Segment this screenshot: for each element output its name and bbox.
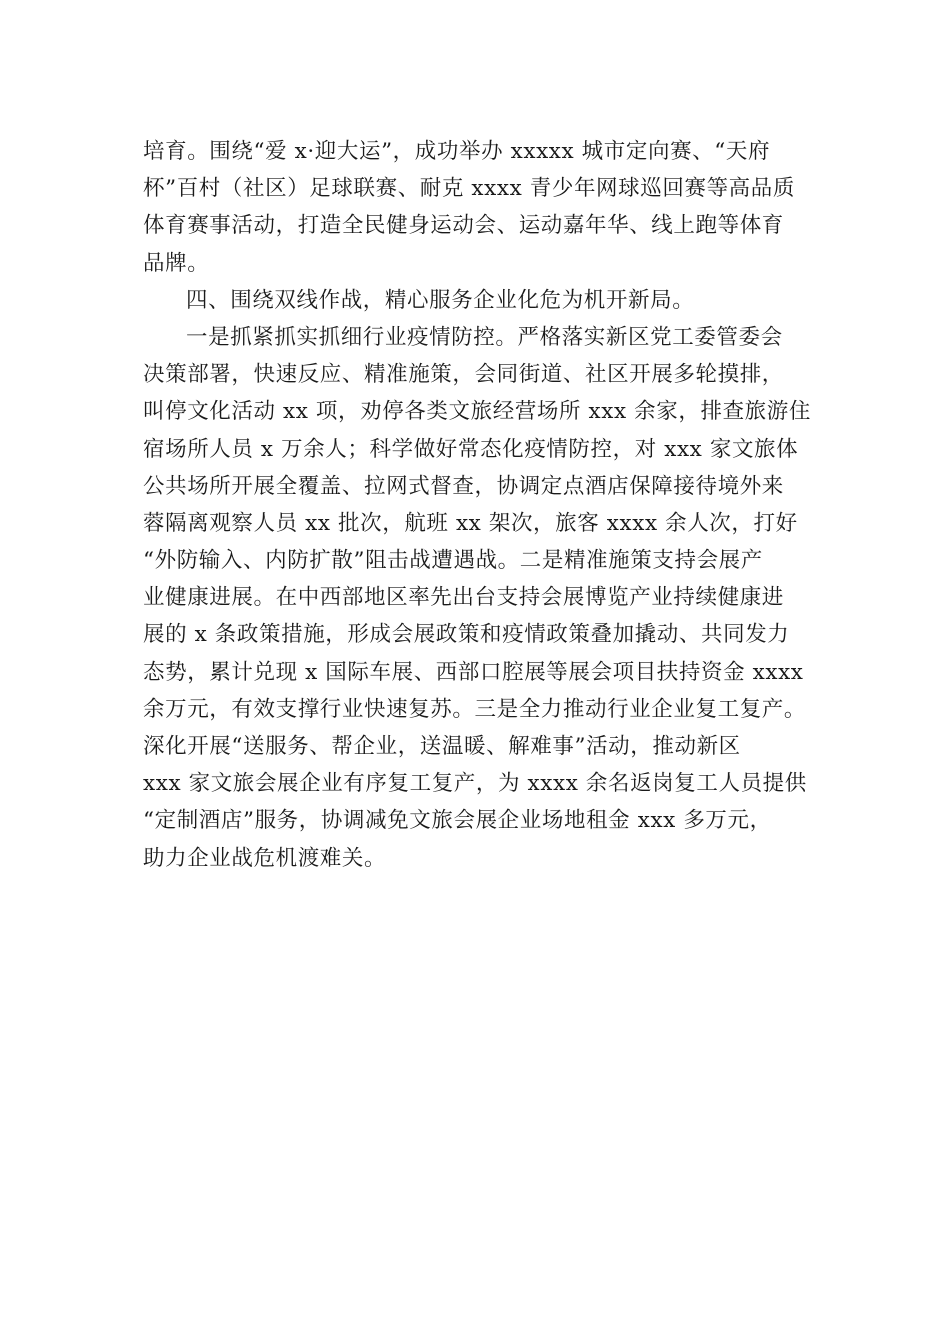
document-body — [143, 133, 823, 877]
text-line: 杯”百村（社区）足球联赛、耐克 xxxx 青少年网球巡回赛等高品质 — [143, 176, 795, 202]
text-line: 一是抓紧抓实抓细行业疫情防控。严格落实新区党工委管委会 — [186, 324, 783, 350]
text-line: 蓉隔离观察人员 xx 批次，航班 xx 架次，旅客 xxxx 余人次，打好 — [143, 510, 798, 536]
text-line: 深化开展“送服务、帮企业，送温暖、解难事”活动，推动新区 — [143, 734, 741, 759]
text-line: 四、围绕双线作战，精心服务企业化危为机开新局。 — [186, 287, 695, 313]
text-line: 培育。围绕“爱 x·迎大运”，成功举办 xxxxx 城市定向赛、“天府 — [143, 139, 771, 164]
text-line: 助力企业战危机渡难关。 — [143, 845, 387, 871]
text-line: 决策部署，快速反应、精准施策，会同街道、社区开展多轮摸排， — [143, 362, 784, 388]
text-line: 业健康进展。在中西部地区率先出台支持会展博览产业持续健康进 — [143, 585, 784, 611]
text-line: “外防输入、内防扩散”阻击战遭遇战。二是精准施策支持会展产 — [143, 548, 763, 574]
text-line: 叫停文化活动 xx 项，劝停各类文旅经营场所 xxx 余家，排查旅游住 — [143, 399, 811, 425]
text-line: 品牌。 — [143, 250, 210, 276]
text-line: 体育赛事活动，打造全民健身运动会、运动嘉年华、线上跑等体育 — [143, 213, 784, 239]
text-line: 宿场所人员 x 万余人；科学做好常态化疫情防控，对 xxx 家文旅体 — [143, 436, 799, 462]
text-line: xxx 家文旅会展企业有序复工复产，为 xxxx 余名返岗复工人员提供 — [143, 771, 807, 797]
text-line: 公共场所开展全覆盖、拉网式督查，协调定点酒店保障接待境外来 — [143, 473, 784, 499]
text-line: 展的 x 条政策措施，形成会展政策和疫情政策叠加撬动、共同发力 — [143, 622, 790, 648]
text-line: 余万元，有效支撑行业快速复苏。三是全力推动行业企业复工复产。 — [143, 696, 807, 722]
text-line: “定制酒店”服务，协调减免文旅会展企业场地租金 xxx 多万元， — [143, 808, 772, 834]
text-line: 态势，累计兑现 x 国际车展、西部口腔展等展会项目扶持资金 xxxx — [143, 659, 804, 685]
